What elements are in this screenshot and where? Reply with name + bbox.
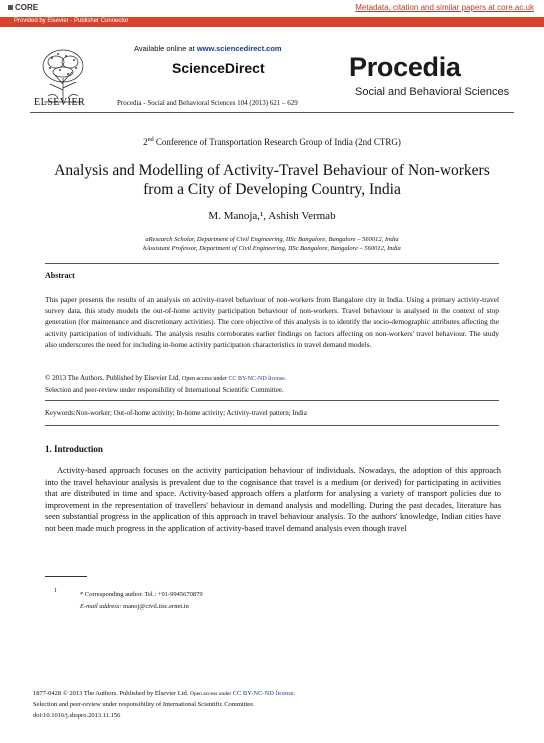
provided-by-text[interactable]: Provided by Elsevier - Publisher Connector <box>14 18 129 24</box>
intro-text: Activity-based approach focuses on the activity participation behaviour of individuals. Nowadays, the adoption of this approach into the travel behaviour analysis is prevalent due to the cognisance that travel is a medium (or derived) for participating in activities that are distributed in time and space. Activity-based approach offers a platform for analysing a variety of transport policies due to improvement in the representation of travellers' behaviour in demand analysis and modelling. During the past decades, literature has seen substantial progress in the application of this approach in travel behaviour analysis. To the authors' knowledge, Indian cities have not been made much progress in the application of activity-based travel demand analysis even though travel <box>45 466 501 533</box>
header-rule <box>30 112 514 113</box>
core-logo-icon <box>8 5 13 10</box>
provider-bar <box>0 17 544 27</box>
footer-open-access: Open access under <box>190 691 233 697</box>
copyright-text: © 2013 The Authors. Published by Elsevier Ltd. <box>45 374 183 382</box>
abstract-heading: Abstract <box>45 271 75 280</box>
available-online <box>134 44 282 53</box>
intro-heading: 1. Introduction <box>45 444 103 454</box>
affiliation-a: aResearch Scholar, Department of Civil Engineering, IISc Bangalore, Bangalore – 560012, India <box>145 236 399 243</box>
sciencedirect-logo: ScienceDirect <box>172 60 265 76</box>
affiliation-b: bAssistant Professor, Department of Civil Engineering, IISc Bangalore, Bangalore – 560012, India <box>143 245 401 252</box>
open-access-text: Open access under <box>182 376 229 382</box>
core-metadata-link[interactable]: Metadata, citation and similar papers at core.ac.uk <box>355 3 534 12</box>
authors: M. Manoja,¹, Ashish Vermab <box>208 210 336 222</box>
conf-number: 2 <box>143 137 148 147</box>
footer-doi[interactable]: doi:10.1016/j.sbspro.2013.11.156 <box>33 712 121 719</box>
elsevier-wordmark: ELSEVIER <box>34 97 86 108</box>
conf-rest: Conference of Transportation Research Group of India (2nd CTRG) <box>153 137 401 147</box>
journal-line: Procedia - Social and Behavioral Sciences 104 (2013) 621 – 629 <box>117 99 298 107</box>
available-prefix: Available online at <box>134 44 197 53</box>
paper-title: Analysis and Modelling of Activity-Travel Behaviour of Non-workers from a City of Developing Country, India <box>54 162 490 198</box>
abstract-rule-top <box>45 263 499 264</box>
core-logo[interactable] <box>8 3 38 12</box>
email-value[interactable]: manoj@civil.iisc.ernet.in <box>121 603 189 610</box>
email-label: E-mail address: <box>80 603 122 610</box>
review-line: Selection and peer-review under responsibility of International Scientific Committee. <box>45 386 284 394</box>
copyright-line <box>45 374 286 382</box>
conf-sup: nd <box>147 137 154 143</box>
keywords: Keywords:Non-worker; Out-of-home activity; In-home activity; Activity-travel pattern; India <box>45 409 307 417</box>
footnote-rule <box>45 576 87 577</box>
abstract-text: This paper presents the results of an analysis on activity-travel behaviour of non-workers from Bangalore city in India. Using a primary activity-travel survey data, this study models the out-of-home activity participation behaviour of non-workers. Travel behaviour is analysed in the context of stop generation (for maintenance and discretionary activities). The core objective of this analysis is to identify the socio-demographic attributes affecting the activity participation of individuals. The analysis results corroborates earlier findings on factors affecting on non-workers' travel behaviour. The study also underscores the need for including in-home activity participation characteristics in travel demand models. <box>45 295 499 349</box>
sciencedirect-url[interactable]: www.sciencedirect.com <box>196 44 282 53</box>
conference-line <box>0 137 544 147</box>
footer-review: Selection and peer-review under responsibility of International Scientific Committee. <box>33 701 255 708</box>
email-line <box>80 603 189 610</box>
footer-license-link[interactable]: CC BY-NC-ND license. <box>232 690 296 697</box>
core-logo-text: CORE <box>15 3 39 12</box>
procedia-subtitle: Social and Behavioral Sciences <box>355 86 510 98</box>
footer-issn <box>33 690 295 697</box>
keywords-rule-bottom <box>45 425 499 426</box>
footnote-mark: 1 <box>54 588 57 594</box>
footer-copyright: 1877-0428 © 2013 The Authors. Published by Elsevier Ltd. <box>33 690 191 697</box>
corresponding-author: * Corresponding author. Tel.: +91-9945670879 <box>80 591 203 598</box>
procedia-logo: Procedia <box>349 52 461 82</box>
license-link[interactable]: CC BY-NC-ND license. <box>228 376 287 382</box>
keywords-rule-top <box>45 400 499 401</box>
